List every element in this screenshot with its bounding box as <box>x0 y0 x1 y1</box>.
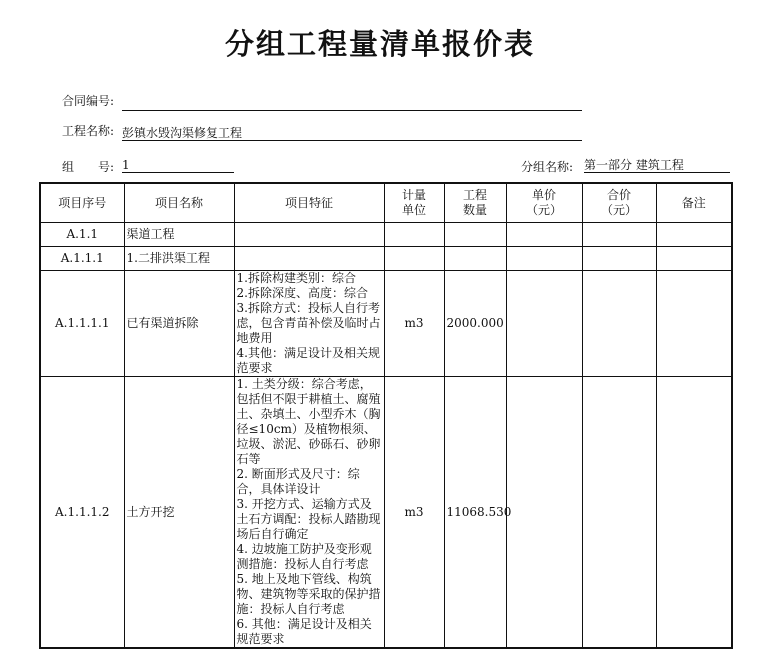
group-name-label: 分组名称: <box>521 160 574 174</box>
row-name: 已有渠道拆除 <box>124 271 234 377</box>
table-row <box>40 377 732 649</box>
col-header-unit: 计量 单位 <box>384 183 444 223</box>
row-feature <box>234 247 384 271</box>
row-total <box>582 271 656 377</box>
row-name: 渠道工程 <box>124 223 234 247</box>
row-qty: 11068.530 <box>444 377 506 649</box>
table-row <box>40 271 732 377</box>
row-price <box>506 247 582 271</box>
row-no: A.1.1.1 <box>40 247 124 271</box>
col-header-remark: 备注 <box>656 183 732 223</box>
row-remark <box>656 377 732 649</box>
row-qty <box>444 223 506 247</box>
row-qty: 2000.000 <box>444 271 506 377</box>
row-qty <box>444 247 506 271</box>
group-value: 1 <box>122 158 234 173</box>
row-unit: m3 <box>384 377 444 649</box>
row-remark <box>656 247 732 271</box>
row-name: 1.二排洪渠工程 <box>124 247 234 271</box>
row-total <box>582 223 656 247</box>
row-unit: m3 <box>384 271 444 377</box>
group-label: 组 号: <box>62 160 115 174</box>
row-feature <box>234 223 384 247</box>
page-title: 分组工程量清单报价表 <box>224 27 535 61</box>
row-unit <box>384 223 444 247</box>
project-label: 工程名称: <box>62 124 115 138</box>
table-row <box>40 223 732 247</box>
contract-value <box>122 96 582 111</box>
col-header-price: 单价 （元） <box>506 183 582 223</box>
row-no: A.1.1.1.1 <box>40 271 124 377</box>
quantity-bill-table <box>39 182 733 649</box>
table-row <box>40 247 732 271</box>
col-header-feature: 项目特征 <box>234 183 384 223</box>
group-name-value: 第一部分 建筑工程 <box>584 158 730 173</box>
contract-label: 合同编号: <box>62 94 115 108</box>
row-price <box>506 223 582 247</box>
row-feature: 1.拆除构建类别：综合 2.拆除深度、高度：综合 3.拆除方式：投标人自行考虑，包含青苗补偿及临时占地费用 4.其他：满足设计及相关规范要求 <box>234 271 384 377</box>
row-unit <box>384 247 444 271</box>
row-name: 土方开挖 <box>124 377 234 649</box>
row-total <box>582 247 656 271</box>
row-price <box>506 377 582 649</box>
col-header-qty: 工程 数量 <box>444 183 506 223</box>
row-feature: 1. 土类分级：综合考虑，包括但不限于耕植土、腐殖土、杂填土、小型乔木（胸径≤10cm）及植物根须、垃圾、淤泥、砂砾石、砂卵石等 2. 断面形式及尺寸：综合，具体详设计 3. 开挖方式、运输方式及土石方调配：投标人踏勘现场后自行确定 4. 边坡施工防护及变形观测措施：投标人自行考虑 5. 地上及地下管线、构筑物、建筑物等采取的保护措施：投标人自行考虑 6. 其他：满足设计及相关规范要求 <box>234 377 384 649</box>
col-header-no: 项目序号 <box>40 183 124 223</box>
col-header-name: 项目名称 <box>124 183 234 223</box>
row-no: A.1.1.1.2 <box>40 377 124 649</box>
row-remark <box>656 223 732 247</box>
row-price <box>506 271 582 377</box>
row-no: A.1.1 <box>40 223 124 247</box>
project-value: 彭镇水毁沟渠修复工程 <box>122 126 582 141</box>
row-remark <box>656 271 732 377</box>
col-header-total: 合价 （元） <box>582 183 656 223</box>
table-header-row <box>40 183 732 223</box>
row-total <box>582 377 656 649</box>
